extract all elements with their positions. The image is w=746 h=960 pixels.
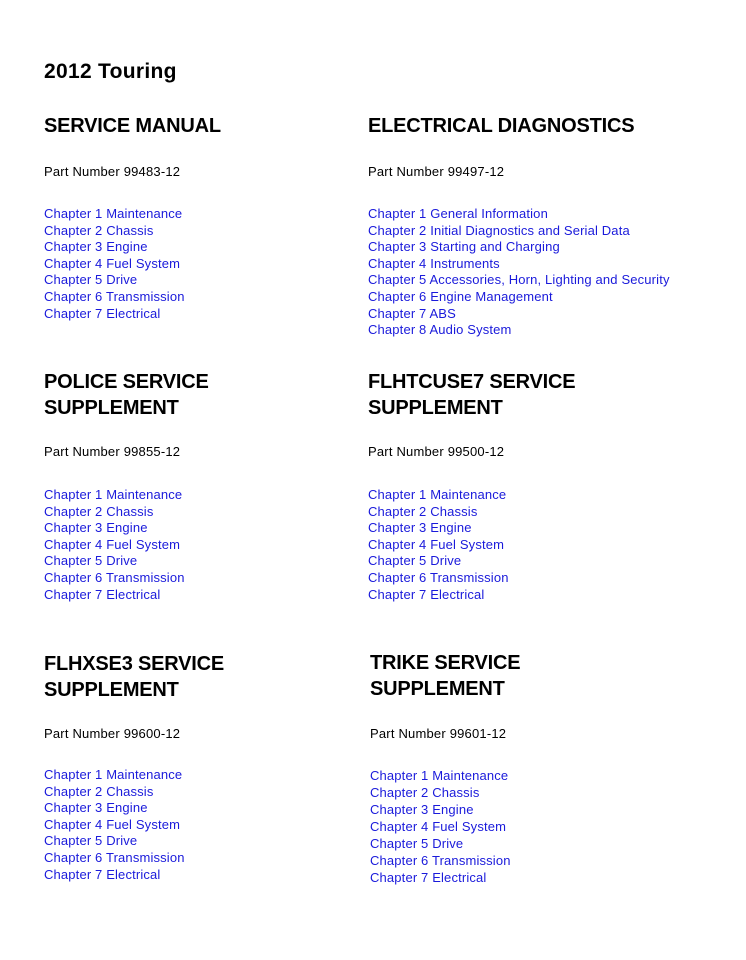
chapter-link[interactable]: Chapter 3 Engine: [370, 802, 474, 817]
chapter-link[interactable]: Chapter 6 Transmission: [44, 849, 185, 865]
section-title-line: SUPPLEMENT: [370, 678, 505, 700]
chapter-link[interactable]: Chapter 6 Transmission: [370, 853, 511, 868]
chapter-link[interactable]: Chapter 6 Transmission: [44, 569, 185, 585]
section-title-line: SERVICE MANUAL: [44, 115, 221, 137]
section-title-line: POLICE SERVICE: [44, 371, 209, 393]
part-number: Part Number 99483-12: [44, 164, 181, 179]
section-flhxse3-service-supplement: [44, 651, 384, 882]
section-service-manual: [44, 113, 384, 321]
section-title-line: ELECTRICAL DIAGNOSTICS: [368, 115, 635, 137]
chapter-link[interactable]: Chapter 5 Drive: [44, 272, 138, 288]
section-trike-service-supplement: [370, 650, 710, 885]
chapter-link[interactable]: Chapter 3 Engine: [44, 239, 148, 255]
chapter-link[interactable]: Chapter 2 Chassis: [44, 503, 154, 519]
chapter-link[interactable]: Chapter 2 Chassis: [370, 785, 480, 800]
chapter-link[interactable]: Chapter 1 Maintenance: [44, 767, 183, 782]
chapter-link[interactable]: Chapter 7 Electrical: [44, 866, 161, 882]
section-electrical-diagnostics: [368, 113, 708, 338]
page-title: 2012 Touring: [44, 60, 177, 83]
section-police-service-supplement: [44, 369, 384, 602]
chapter-link[interactable]: Chapter 5 Drive: [44, 833, 138, 849]
section-title-line: TRIKE SERVICE: [370, 652, 521, 674]
part-number: Part Number 99497-12: [368, 164, 505, 179]
chapter-link[interactable]: Chapter 3 Engine: [44, 800, 148, 816]
chapter-link[interactable]: Chapter 5 Drive: [368, 553, 462, 569]
chapter-list: [44, 767, 185, 883]
part-number: Part Number 99601-12: [370, 726, 507, 741]
chapter-link[interactable]: Chapter 6 Engine Management: [368, 288, 553, 304]
chapter-link[interactable]: Chapter 4 Fuel System: [370, 819, 507, 834]
section-title: [370, 650, 710, 702]
section-title-line: SUPPLEMENT: [44, 679, 179, 701]
part-number: Part Number 99600-12: [44, 726, 181, 741]
chapter-list: [370, 767, 511, 886]
section-title: [44, 113, 384, 139]
chapter-list: [368, 206, 670, 339]
chapter-link[interactable]: Chapter 2 Chassis: [44, 222, 154, 238]
chapter-list: [368, 487, 509, 603]
chapter-link[interactable]: Chapter 8 Audio System: [368, 322, 512, 338]
chapter-link[interactable]: Chapter 4 Fuel System: [368, 536, 505, 552]
chapter-link[interactable]: Chapter 1 General Information: [368, 206, 548, 221]
section-title: [44, 651, 384, 703]
chapter-link[interactable]: Chapter 1 Maintenance: [370, 768, 509, 783]
section-title-line: SUPPLEMENT: [44, 397, 179, 419]
chapter-link[interactable]: Chapter 7 Electrical: [370, 870, 487, 885]
chapter-link[interactable]: Chapter 3 Engine: [44, 520, 148, 536]
section-title: [44, 369, 384, 421]
chapter-list: [44, 206, 185, 322]
chapter-link[interactable]: Chapter 1 Maintenance: [44, 487, 183, 502]
chapter-link[interactable]: Chapter 4 Fuel System: [44, 536, 181, 552]
chapter-link[interactable]: Chapter 2 Initial Diagnostics and Serial Data: [368, 222, 630, 238]
chapter-link[interactable]: Chapter 7 ABS: [368, 305, 456, 321]
chapter-link[interactable]: Chapter 3 Engine: [368, 520, 472, 536]
chapter-link[interactable]: Chapter 1 Maintenance: [44, 206, 183, 221]
chapter-link[interactable]: Chapter 6 Transmission: [368, 569, 509, 585]
chapter-link[interactable]: Chapter 7 Electrical: [368, 586, 485, 602]
chapter-link[interactable]: Chapter 2 Chassis: [44, 783, 154, 799]
chapter-link[interactable]: Chapter 2 Chassis: [368, 503, 478, 519]
chapter-link[interactable]: Chapter 5 Drive: [370, 836, 464, 851]
section-flhtcuse7-service-supplement: [368, 369, 708, 602]
section-title: [368, 369, 708, 421]
chapter-link[interactable]: Chapter 6 Transmission: [44, 288, 185, 304]
part-number: Part Number 99500-12: [368, 444, 505, 459]
chapter-link[interactable]: Chapter 3 Starting and Charging: [368, 239, 560, 255]
chapter-link[interactable]: Chapter 4 Fuel System: [44, 255, 181, 271]
section-title-line: FLHXSE3 SERVICE: [44, 653, 225, 675]
section-title-line: SUPPLEMENT: [368, 397, 503, 419]
chapter-link[interactable]: Chapter 5 Accessories, Horn, Lighting and Security: [368, 272, 670, 288]
section-title: [368, 113, 708, 139]
chapter-link[interactable]: Chapter 1 Maintenance: [368, 487, 507, 502]
chapter-link[interactable]: Chapter 7 Electrical: [44, 586, 161, 602]
chapter-link[interactable]: Chapter 4 Fuel System: [44, 816, 181, 832]
chapter-link[interactable]: Chapter 4 Instruments: [368, 255, 500, 271]
chapter-list: [44, 487, 185, 603]
part-number: Part Number 99855-12: [44, 444, 181, 459]
chapter-link[interactable]: Chapter 5 Drive: [44, 553, 138, 569]
section-title-line: FLHTCUSE7 SERVICE: [368, 371, 576, 393]
chapter-link[interactable]: Chapter 7 Electrical: [44, 305, 161, 321]
